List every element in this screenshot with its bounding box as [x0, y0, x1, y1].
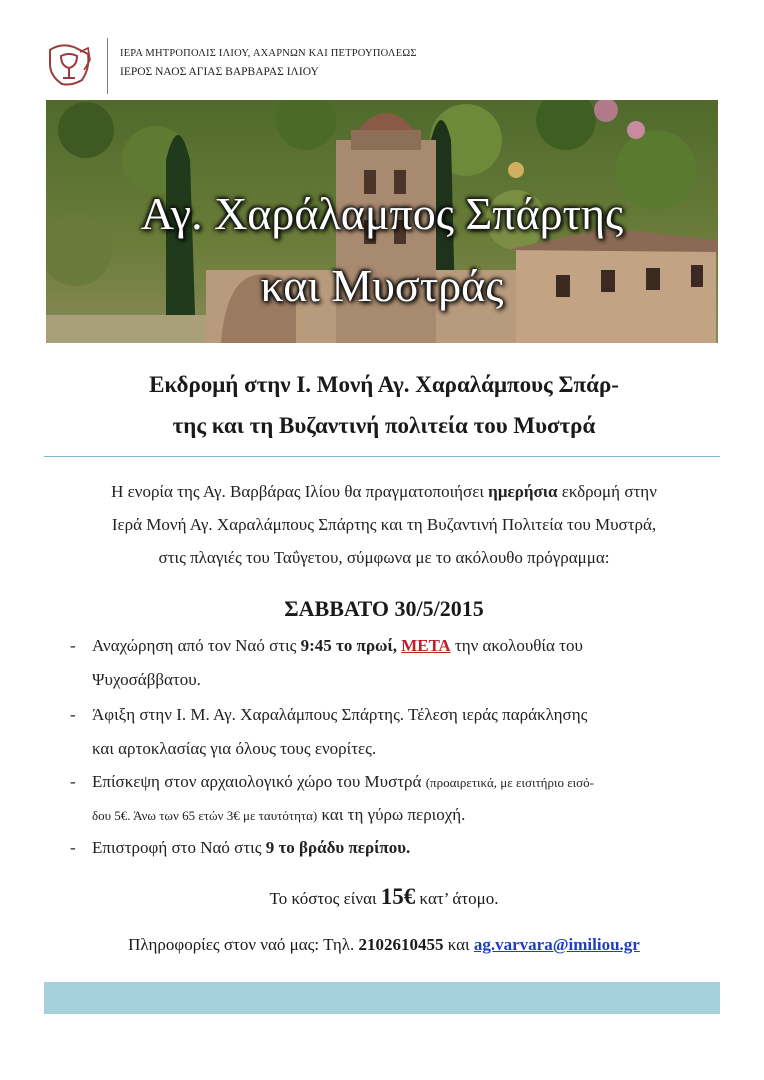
- banner-title-line2: και Μυστράς: [260, 260, 504, 311]
- intro-text: εκδρομή στην: [557, 482, 657, 501]
- intro-emphasis: ημερήσια: [488, 482, 558, 501]
- banner-title-line1: Αγ. Χαράλαμπος Σπάρτης: [140, 188, 624, 239]
- schedule-text: Επίσκεψη στον αρχαιολογικό χώρο του Μυστρά: [92, 772, 426, 791]
- church-name: ΙΕΡΟΣ ΝΑΟΣ ΑΓΙΑΣ ΒΑΡΒΑΡΑΣ ΙΛΙΟΥ: [120, 66, 319, 78]
- schedule-item-arrival-cont: και αρτοκλασίας για όλους τους ενορίτες.: [92, 739, 377, 758]
- header-divider: [107, 38, 108, 94]
- return-time: 9 το βράδυ περίπου.: [265, 838, 411, 857]
- divider: [44, 456, 720, 457]
- schedule-text: Αναχώρηση από τον Ναό στις: [92, 636, 301, 655]
- ticket-note: δου 5€. Άνω των 65 ετών 3€ με ταυτότητα): [92, 808, 318, 823]
- email-link[interactable]: ag.varvara@imiliou.gr: [473, 935, 640, 954]
- list-bullet: -: [70, 772, 76, 791]
- schedule-item-arrival: Άφιξη στην Ι. Μ. Αγ. Χαραλάμπους Σπάρτης. Τέλεση ιεράς παράκλησης: [92, 705, 588, 724]
- intro-text: Η ενορία της Αγ. Βαρβάρας Ιλίου θα πραγματοποιήσει: [111, 482, 489, 501]
- departure-time: 9:45 το πρωί: [300, 636, 393, 655]
- schedule-text: και τη γύρω περιοχή.: [317, 805, 466, 824]
- schedule-text: ,: [392, 636, 402, 655]
- list-bullet: -: [70, 636, 76, 655]
- schedule-item-departure-cont: Ψυχοσάββατου.: [92, 670, 201, 689]
- intro-line3: στις πλαγιές του Ταΰγετου, σύμφωνα με το ακόλουθο πρόγραμμα:: [158, 548, 610, 567]
- banner-image: [46, 100, 718, 343]
- cost-line: [44, 884, 724, 910]
- trip-heading-line2: της και τη Βυζαντινή πολιτεία του Μυστρά: [172, 413, 596, 438]
- intro-line2: Ιερά Μονή Αγ. Χαραλάμπους Σπάρτης και τη Βυζαντινή Πολιτεία του Μυστρά,: [111, 515, 657, 534]
- list-bullet: -: [70, 838, 76, 857]
- phone-number: 2102610455: [358, 935, 444, 954]
- schedule-item-visit-cont: [92, 805, 465, 825]
- after-emphasis: ΜΕΤΑ: [401, 636, 451, 655]
- cost-text: Το κόστος είναι: [269, 889, 381, 908]
- footer-bar: [44, 982, 720, 1014]
- schedule-text: Επιστροφή στο Ναό στις: [92, 838, 266, 857]
- contact-text: Πληροφορίες στον ναό μας: Τηλ.: [128, 935, 359, 954]
- trip-heading-line1: Εκδρομή στην Ι. Μονή Αγ. Χαραλάμπους Σπάρ-: [149, 372, 619, 397]
- chalice-icon: [44, 40, 94, 90]
- trip-date: ΣΑΒΒΑΤΟ 30/5/2015: [284, 596, 484, 621]
- list-bullet: -: [70, 705, 76, 724]
- schedule-item-return: [92, 838, 410, 858]
- schedule-item-departure: [92, 636, 583, 656]
- ticket-note: (προαιρετικά, με εισιτήριο εισό-: [425, 775, 594, 790]
- contact-text: και: [443, 935, 474, 954]
- header: [44, 36, 724, 96]
- metropolis-name: ΙΕΡΑ ΜΗΤΡΟΠΟΛΙΣ ΙΛΙΟΥ, ΑΧΑΡΝΩΝ ΚΑΙ ΠΕΤΡΟΥΠΟΛΕΩΣ: [120, 48, 417, 59]
- cost-amount: 15€: [380, 884, 416, 909]
- schedule-text: την ακολουθία του: [450, 636, 583, 655]
- intro-line1: [44, 482, 724, 502]
- schedule-item-visit: [92, 772, 594, 792]
- cost-text: κατ’ άτομο.: [415, 889, 499, 908]
- contact-info: [44, 935, 724, 955]
